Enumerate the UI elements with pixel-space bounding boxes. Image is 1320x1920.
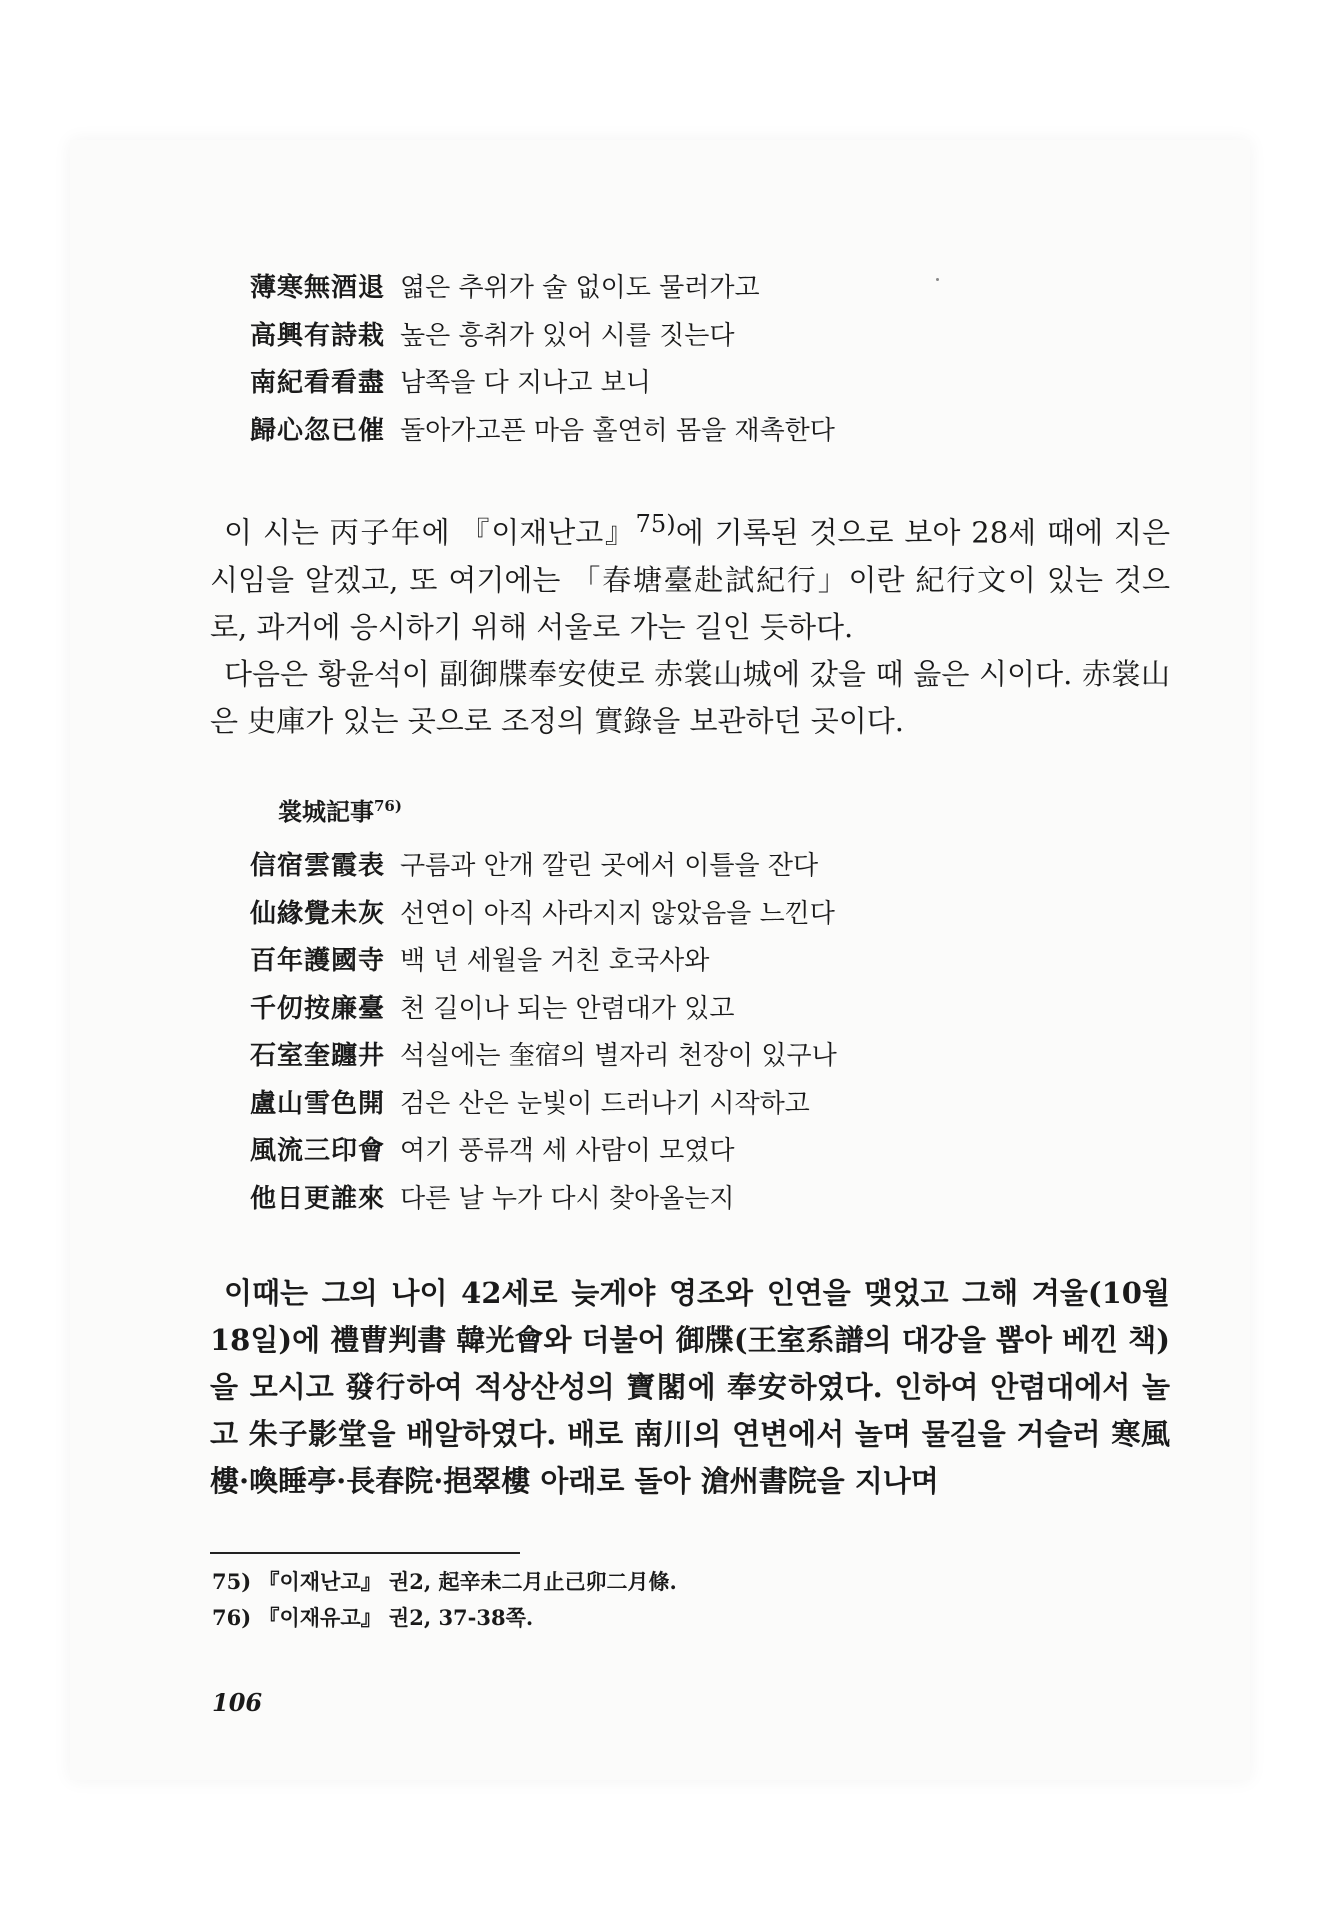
poem-line: [250, 1030, 837, 1078]
poem-translation: 여기 풍류객 세 사람이 모였다: [400, 1136, 735, 1167]
poem-translation: 엷은 추위가 술 없이도 물러가고: [400, 273, 760, 304]
paragraph-text: 에 기록된 것으로 보아 28세 때에 지은 시임을 알겠고, 또 여기에는 「春塘臺赴試紀行」이란 紀行文이 있는 것으로, 과거에 응시하기 위해 서울로 가는 길인 듯하다.: [210, 515, 1170, 644]
poem-translation: 다른 날 누가 다시 찾아올는지: [400, 1183, 735, 1214]
poem-line: [250, 1078, 837, 1126]
poem-line: [250, 935, 837, 983]
prose-block-second: [210, 1270, 1170, 1505]
poem-hanja: 南紀看看盡: [250, 368, 386, 399]
footnote-divider: [210, 1552, 520, 1554]
poem-line: [250, 1125, 837, 1173]
poem-hanja: 高興有詩栽: [250, 320, 386, 351]
paragraph: [210, 501, 1170, 651]
poem-line: [250, 1173, 837, 1221]
footnote-ref-75[interactable]: 75): [635, 510, 676, 538]
poem-line: [250, 357, 835, 405]
footnotes: [212, 1564, 677, 1636]
poem-hanja: 風流三印會: [250, 1136, 386, 1167]
paragraph-text: 이 시는 丙子年에 『이재난고』: [224, 515, 636, 550]
prose-block-first: [210, 501, 1170, 745]
poem-translation: 석실에는 奎宿의 별자리 천장이 있구나: [400, 1041, 837, 1072]
paragraph: 다음은 황윤석이 副御牒奉安使로 赤裳山城에 갔을 때 읊은 시이다. 赤裳山은 史庫가 있는 곳으로 조정의 實錄을 보관하던 곳이다.: [210, 656, 1170, 738]
page-number: 106: [212, 1688, 263, 1717]
poem-hanja: 歸心忽已催: [250, 415, 386, 446]
paragraph: 이때는 그의 나이 42세로 늦게야 영조와 인연을 맺었고 그해 겨울(10월 18일)에 禮曹判書 韓光會와 더불어 御牒(王室系譜의 대강을 뽑아 베낀 책)을 모시고 發行하여 적상산성의 寶閣에 奉安하였다. 인하여 안렴대에서 놀고 朱子影堂을 배알하였다. 배로 南川의 연변에서 놀며 물길을 거슬러 寒風樓·喚睡亭·長春院·挹翠樓 아래로 돌아 滄州書院을 지나며: [210, 1276, 1170, 1498]
poem-hanja: 薄寒無酒退: [250, 273, 386, 304]
poem-translation: 선연이 아직 사라지지 않았음을 느낀다: [400, 898, 835, 929]
poem-line: [250, 310, 835, 358]
poem-translation: 구름과 안개 깔린 곳에서 이틀을 잔다: [400, 851, 819, 882]
poem-translation: 천 길이나 되는 안렴대가 있고: [400, 993, 735, 1024]
poem-title-text: 裳城記事: [278, 797, 374, 826]
scan-speck: [936, 278, 939, 281]
poem-hanja: 百年護國寺: [250, 946, 386, 977]
footnote-76: 76) 『이재유고』 권2, 37-38쪽.: [212, 1605, 534, 1630]
poem-hanja: 信宿雲霞表: [250, 851, 386, 882]
poem-line: [250, 262, 835, 310]
poem-translation: 돌아가고픈 마음 홀연히 몸을 재촉한다: [400, 415, 835, 446]
poem-hanja: 盧山雪色開: [250, 1088, 386, 1119]
poem-title: [278, 792, 402, 827]
poem-line: [250, 405, 835, 453]
footnote-75: 75) 『이재난고』 권2, 起辛未二月止己卯二月條.: [212, 1569, 677, 1594]
poem-hanja: 仙緣覺未灰: [250, 898, 386, 929]
poem-hanja: 千仞按廉臺: [250, 993, 386, 1024]
poem-hanja: 石室奎躔井: [250, 1041, 386, 1072]
footnote-ref-76[interactable]: 76): [374, 797, 402, 815]
poem-hanja: 他日更誰來: [250, 1183, 386, 1214]
poem-line: [250, 888, 837, 936]
poem-second: [250, 840, 837, 1220]
poem-translation: 백 년 세월을 거친 호국사와: [400, 946, 710, 977]
poem-translation: 검은 산은 눈빛이 드러나기 시작하고: [400, 1088, 810, 1119]
poem-first: [250, 262, 835, 452]
poem-line: [250, 983, 837, 1031]
poem-translation: 높은 흥취가 있어 시를 짓는다: [400, 320, 735, 351]
poem-line: [250, 840, 837, 888]
poem-translation: 남쪽을 다 지나고 보니: [400, 368, 651, 399]
